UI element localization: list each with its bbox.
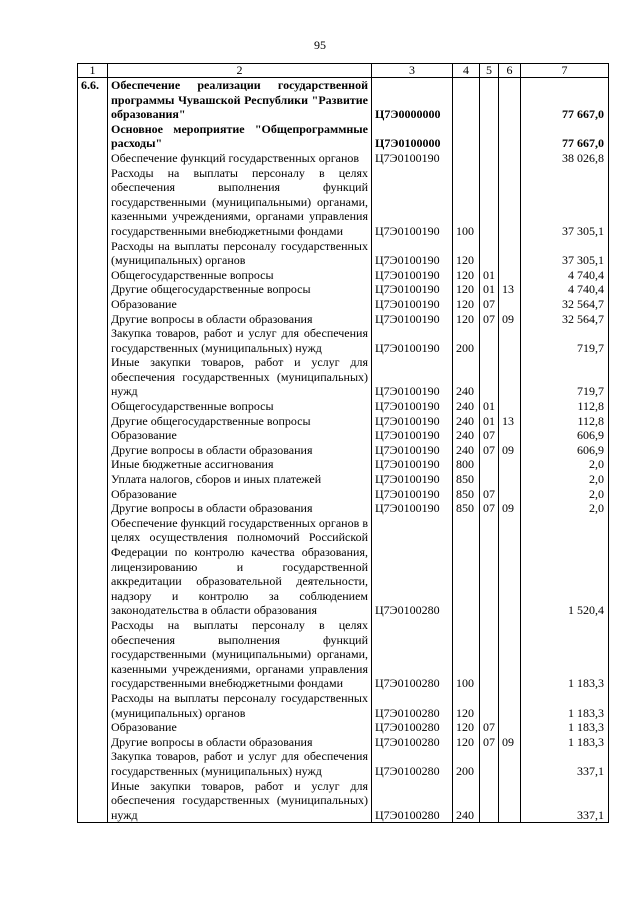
expense-type: 200 — [453, 326, 480, 355]
table-row — [78, 239, 609, 268]
section-code — [480, 122, 499, 151]
row-name: Расходы на выплаты персоналу в целях обеспечения выполнения функций государственными (муниципальными) органами, казенными учреждениями, органами управления государственными внебюджетными фондами — [108, 166, 372, 239]
budget-table — [77, 63, 609, 823]
expense-type: 120 — [453, 312, 480, 327]
table-row — [78, 720, 609, 735]
row-name: Уплата налогов, сборов и иных платежей — [108, 472, 372, 487]
amount: 337,1 — [521, 749, 609, 778]
row-number — [78, 516, 108, 618]
table-row — [78, 414, 609, 429]
subsection-code — [499, 691, 521, 720]
target-code: Ц7Э0100190 — [372, 239, 453, 268]
expense-type — [453, 78, 480, 122]
amount: 1 183,3 — [521, 735, 609, 750]
row-number — [78, 239, 108, 268]
row-number — [78, 312, 108, 327]
subsection-code — [499, 78, 521, 122]
section-code — [480, 78, 499, 122]
row-name: Общегосударственные вопросы — [108, 268, 372, 283]
table-row — [78, 516, 609, 618]
target-code: Ц7Э0100190 — [372, 487, 453, 502]
amount: 1 183,3 — [521, 618, 609, 691]
target-code: Ц7Э0100280 — [372, 779, 453, 823]
target-code: Ц7Э0100000 — [372, 122, 453, 151]
section-code — [480, 618, 499, 691]
row-name: Другие вопросы в области образования — [108, 735, 372, 750]
row-name: Образование — [108, 297, 372, 312]
column-header-2: 2 — [108, 64, 372, 78]
section-code: 01 — [480, 268, 499, 283]
table-row — [78, 297, 609, 312]
table-row — [78, 355, 609, 399]
row-number — [78, 122, 108, 151]
row-number — [78, 297, 108, 312]
expense-type — [453, 516, 480, 618]
expense-type: 850 — [453, 487, 480, 502]
row-name: Образование — [108, 720, 372, 735]
target-code: Ц7Э0100190 — [372, 355, 453, 399]
column-header-3: 3 — [372, 64, 453, 78]
target-code: Ц7Э0100190 — [372, 414, 453, 429]
subsection-code — [499, 516, 521, 618]
subsection-code: 09 — [499, 443, 521, 458]
expense-type: 100 — [453, 166, 480, 239]
expense-type — [453, 122, 480, 151]
section-code: 01 — [480, 282, 499, 297]
target-code: Ц7Э0100280 — [372, 618, 453, 691]
row-name: Образование — [108, 487, 372, 502]
expense-type: 120 — [453, 297, 480, 312]
subsection-code — [499, 268, 521, 283]
expense-type: 240 — [453, 355, 480, 399]
amount: 2,0 — [521, 501, 609, 516]
section-code — [480, 472, 499, 487]
row-number — [78, 779, 108, 823]
section-code: 07 — [480, 312, 499, 327]
section-code — [480, 691, 499, 720]
amount: 112,8 — [521, 414, 609, 429]
amount: 1 183,3 — [521, 720, 609, 735]
table-row — [78, 326, 609, 355]
subsection-code — [499, 720, 521, 735]
section-code — [480, 779, 499, 823]
amount: 112,8 — [521, 399, 609, 414]
target-code: Ц7Э0100190 — [372, 399, 453, 414]
subsection-code — [499, 487, 521, 502]
table-row — [78, 457, 609, 472]
subsection-code: 13 — [499, 414, 521, 429]
section-code — [480, 166, 499, 239]
amount: 1 520,4 — [521, 516, 609, 618]
table-row — [78, 166, 609, 239]
table-row — [78, 472, 609, 487]
amount: 32 564,7 — [521, 312, 609, 327]
target-code: Ц7Э0100190 — [372, 501, 453, 516]
target-code: Ц7Э0100280 — [372, 516, 453, 618]
amount: 1 183,3 — [521, 691, 609, 720]
expense-type: 100 — [453, 618, 480, 691]
target-code: Ц7Э0100190 — [372, 443, 453, 458]
expense-type: 120 — [453, 239, 480, 268]
row-name: Иные бюджетные ассигнования — [108, 457, 372, 472]
column-header-4: 4 — [453, 64, 480, 78]
table-row — [78, 501, 609, 516]
target-code: Ц7Э0100280 — [372, 720, 453, 735]
target-code: Ц7Э0100190 — [372, 151, 453, 166]
column-number-header-row — [78, 64, 609, 78]
amount: 38 026,8 — [521, 151, 609, 166]
expense-type: 240 — [453, 428, 480, 443]
target-code: Ц7Э0100190 — [372, 297, 453, 312]
subsection-code: 09 — [499, 312, 521, 327]
row-name: Расходы на выплаты персоналу государственных (муниципальных) органов — [108, 239, 372, 268]
amount: 4 740,4 — [521, 268, 609, 283]
subsection-code — [499, 122, 521, 151]
expense-type: 240 — [453, 443, 480, 458]
section-code: 07 — [480, 443, 499, 458]
subsection-code — [499, 428, 521, 443]
row-number — [78, 720, 108, 735]
target-code: Ц7Э0000000 — [372, 78, 453, 122]
row-name: Иные закупки товаров, работ и услуг для обеспечения государственных (муниципальных) нужд — [108, 355, 372, 399]
section-code — [480, 326, 499, 355]
row-number — [78, 735, 108, 750]
row-name: Обеспечение функций государственных органов — [108, 151, 372, 166]
row-name: Другие вопросы в области образования — [108, 443, 372, 458]
expense-type: 120 — [453, 268, 480, 283]
target-code: Ц7Э0100280 — [372, 691, 453, 720]
subsection-code: 13 — [499, 282, 521, 297]
amount: 337,1 — [521, 779, 609, 823]
expense-type: 120 — [453, 720, 480, 735]
subsection-code — [499, 749, 521, 778]
table-row — [78, 749, 609, 778]
section-code — [480, 516, 499, 618]
row-number — [78, 443, 108, 458]
section-code: 07 — [480, 720, 499, 735]
expense-type: 120 — [453, 282, 480, 297]
row-number — [78, 501, 108, 516]
section-code — [480, 457, 499, 472]
table-row — [78, 122, 609, 151]
row-number — [78, 166, 108, 239]
target-code: Ц7Э0100280 — [372, 735, 453, 750]
expense-type: 800 — [453, 457, 480, 472]
expense-type: 850 — [453, 472, 480, 487]
table-row — [78, 151, 609, 166]
row-name: Основное мероприятие "Общепрограммные расходы" — [108, 122, 372, 151]
row-name: Закупка товаров, работ и услуг для обеспечения государственных (муниципальных) нужд — [108, 326, 372, 355]
row-name: Расходы на выплаты персоналу государственных (муниципальных) органов — [108, 691, 372, 720]
table-row — [78, 312, 609, 327]
section-code — [480, 239, 499, 268]
table-row — [78, 282, 609, 297]
subsection-code: 09 — [499, 501, 521, 516]
target-code: Ц7Э0100190 — [372, 326, 453, 355]
row-name: Обеспечение функций государственных органов в целях осуществления полномочий Российской Федерации по контролю качества образования, лицензированию и государственной аккредитации образовательной деятельности, надзору и контролю за соблюдением законодательства в области образования — [108, 516, 372, 618]
expense-type: 240 — [453, 779, 480, 823]
amount: 719,7 — [521, 326, 609, 355]
target-code: Ц7Э0100190 — [372, 312, 453, 327]
table-row — [78, 691, 609, 720]
row-name: Закупка товаров, работ и услуг для обеспечения государственных (муниципальных) нужд — [108, 749, 372, 778]
table-row — [78, 487, 609, 502]
section-code: 01 — [480, 399, 499, 414]
row-number — [78, 355, 108, 399]
subsection-code — [499, 779, 521, 823]
subsection-code — [499, 399, 521, 414]
row-name: Другие вопросы в области образования — [108, 312, 372, 327]
column-header-7: 7 — [521, 64, 609, 78]
page-number: 95 — [314, 38, 326, 52]
amount: 2,0 — [521, 487, 609, 502]
section-code — [480, 151, 499, 166]
table-row — [78, 428, 609, 443]
amount: 77 667,0 — [521, 122, 609, 151]
target-code: Ц7Э0100280 — [372, 749, 453, 778]
row-name: Другие вопросы в области образования — [108, 501, 372, 516]
row-number — [78, 414, 108, 429]
row-number — [78, 326, 108, 355]
amount: 37 305,1 — [521, 166, 609, 239]
expense-type: 850 — [453, 501, 480, 516]
table-row — [78, 735, 609, 750]
subsection-code — [499, 326, 521, 355]
target-code: Ц7Э0100190 — [372, 428, 453, 443]
row-number: 6.6. — [78, 78, 108, 122]
section-code: 07 — [480, 735, 499, 750]
expense-type: 200 — [453, 749, 480, 778]
subsection-code — [499, 239, 521, 268]
amount: 606,9 — [521, 443, 609, 458]
table-row — [78, 618, 609, 691]
amount: 606,9 — [521, 428, 609, 443]
row-name: Общегосударственные вопросы — [108, 399, 372, 414]
subsection-code — [499, 166, 521, 239]
section-code — [480, 355, 499, 399]
section-code: 07 — [480, 501, 499, 516]
amount: 2,0 — [521, 472, 609, 487]
section-code: 07 — [480, 428, 499, 443]
row-name: Иные закупки товаров, работ и услуг для обеспечения государственных (муниципальных) нужд — [108, 779, 372, 823]
target-code: Ц7Э0100190 — [372, 282, 453, 297]
row-name: Обеспечение реализации государственной программы Чувашской Республики "Развитие образования" — [108, 78, 372, 122]
table-row — [78, 268, 609, 283]
subsection-code — [499, 151, 521, 166]
table-row — [78, 78, 609, 122]
target-code: Ц7Э0100190 — [372, 268, 453, 283]
row-name: Расходы на выплаты персоналу в целях обеспечения выполнения функций государственными (муниципальными) органами, казенными учреждениями, органами управления государственными внебюджетными фондами — [108, 618, 372, 691]
table-row — [78, 443, 609, 458]
amount: 77 667,0 — [521, 78, 609, 122]
expense-type: 240 — [453, 414, 480, 429]
row-name: Другие общегосударственные вопросы — [108, 414, 372, 429]
budget-table-body — [78, 78, 609, 823]
row-number — [78, 282, 108, 297]
section-code — [480, 749, 499, 778]
section-code: 07 — [480, 297, 499, 312]
row-number — [78, 749, 108, 778]
subsection-code — [499, 457, 521, 472]
row-number — [78, 399, 108, 414]
subsection-code: 09 — [499, 735, 521, 750]
column-header-6: 6 — [499, 64, 521, 78]
target-code: Ц7Э0100190 — [372, 457, 453, 472]
row-number — [78, 268, 108, 283]
expense-type: 120 — [453, 691, 480, 720]
row-number — [78, 618, 108, 691]
column-header-5: 5 — [480, 64, 499, 78]
table-row — [78, 399, 609, 414]
section-code: 07 — [480, 487, 499, 502]
row-number — [78, 472, 108, 487]
subsection-code — [499, 618, 521, 691]
target-code: Ц7Э0100190 — [372, 472, 453, 487]
row-number — [78, 457, 108, 472]
target-code: Ц7Э0100190 — [372, 166, 453, 239]
subsection-code — [499, 297, 521, 312]
row-name: Другие общегосударственные вопросы — [108, 282, 372, 297]
table-row — [78, 779, 609, 823]
row-number — [78, 487, 108, 502]
subsection-code — [499, 355, 521, 399]
row-number — [78, 151, 108, 166]
amount: 4 740,4 — [521, 282, 609, 297]
section-code: 01 — [480, 414, 499, 429]
amount: 2,0 — [521, 457, 609, 472]
expense-type — [453, 151, 480, 166]
row-number — [78, 691, 108, 720]
expense-type: 240 — [453, 399, 480, 414]
row-name: Образование — [108, 428, 372, 443]
expense-type: 120 — [453, 735, 480, 750]
subsection-code — [499, 472, 521, 487]
amount: 719,7 — [521, 355, 609, 399]
row-number — [78, 428, 108, 443]
column-header-1: 1 — [78, 64, 108, 78]
amount: 32 564,7 — [521, 297, 609, 312]
amount: 37 305,1 — [521, 239, 609, 268]
